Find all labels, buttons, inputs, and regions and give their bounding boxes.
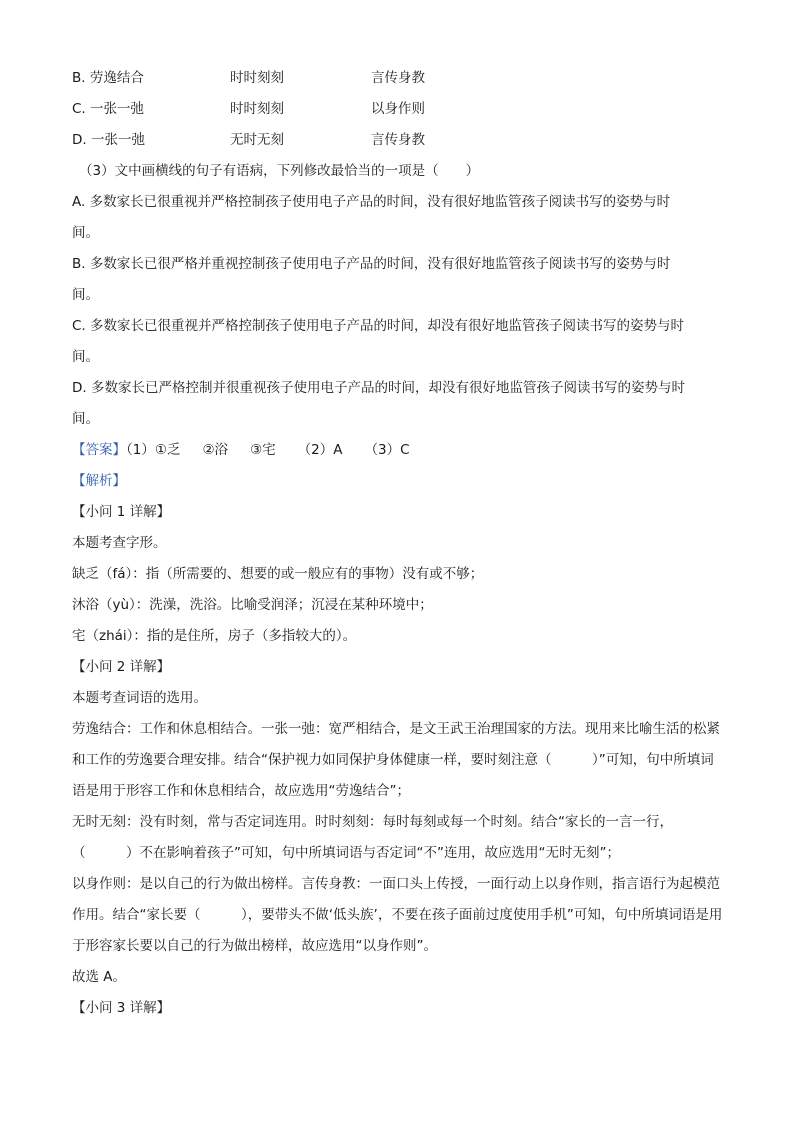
option-row-b: B. 劳逸结合 时时刻刻 言传身教 — [72, 70, 425, 86]
question-3: （3）文中画横线的句子有语病，下列修改最恰当的一项是（ ） — [79, 163, 480, 179]
sub2-paragraph: 无时无刻：没有时刻，常与否定词连用。时时刻刻：每时每刻或每一个时刻。结合“家长的一言一行，（ ）不在影响着孩子”可知，句中所填词语与否定词“不”连用，故应选用“无时无刻”； — [72, 814, 673, 861]
sub3-title: 【小问 3 详解】 — [72, 1000, 171, 1016]
answer-tag: 【答案】 — [72, 442, 126, 458]
q3-option-d-cont: 间。 — [72, 411, 99, 427]
sub1-line: 沐浴（yù）：洗澡，洗浴。比喻受润泽；沉浸在某种环境中； — [72, 597, 433, 613]
sub2-title: 【小问 2 详解】 — [72, 659, 171, 675]
sub1-line: 本题考查字形。 — [72, 535, 167, 551]
q3-option-c-cont: 间。 — [72, 349, 99, 365]
sub2-conclusion: 故选 A。 — [72, 969, 127, 985]
analysis-tag: 【解析】 — [72, 473, 126, 489]
sub1-line: 宅（zhái）：指的是住所，房子（多指较大的）。 — [72, 628, 357, 644]
q3-option-d: D. 多数家长已严格控制并很重视孩子使用电子产品的时间，却没有很好地监管孩子阅读书写的姿势与时 — [72, 380, 685, 396]
sub2-intro: 本题考查词语的选用。 — [72, 690, 207, 706]
answer-line: 【答案】（1）①乏 ②浴 ③宅 （2）A （3）C — [72, 442, 410, 458]
sub2-paragraph: 劳逸结合：工作和休息相结合。一张一弛：宽严相结合，是文王武王治理国家的方法。现用来比喻生活的松紧和工作的劳逸要合理安排。结合“保护视力如同保护身体健康一样，要时刻注意（ ）”可知，句中所填词语是用于形容工作和休息相结合，故应选用“劳逸结合”； — [72, 721, 720, 799]
sub1-title: 【小问 1 详解】 — [72, 504, 171, 520]
option-row-d: D. 一张一弛 无时无刻 言传身教 — [72, 132, 425, 148]
option-row-c: C. 一张一弛 时时刻刻 以身作则 — [72, 101, 425, 117]
q3-option-c: C. 多数家长已很重视并严格控制孩子使用电子产品的时间，却没有很好地监管孩子阅读书写的姿势与时 — [72, 318, 685, 334]
q3-option-a-cont: 间。 — [72, 225, 99, 241]
sub1-line: 缺乏（fá）：指（所需要的、想要的或一般应有的事物）没有或不够； — [72, 566, 484, 582]
q3-option-b-cont: 间。 — [72, 287, 99, 303]
sub2-paragraph: 以身作则：是以自己的行为做出榜样。言传身教：一面口头上传授，一面行动上以身作则，指言语行为起模范作用。结合“家长要（ ），要带头不做‘低头族’，不要在孩子面前过度使用手机”可知，句中所填词语是用于形容家长要以自己的行为做出榜样，故应选用“以身作则”。 — [72, 876, 723, 954]
q3-option-b: B. 多数家长已很严格并重视控制孩子使用电子产品的时间，没有很好地监管孩子阅读书写的姿势与时 — [72, 256, 671, 272]
q3-option-a: A. 多数家长已很重视并严格控制孩子使用电子产品的时间，没有很好地监管孩子阅读书写的姿势与时 — [72, 194, 671, 210]
